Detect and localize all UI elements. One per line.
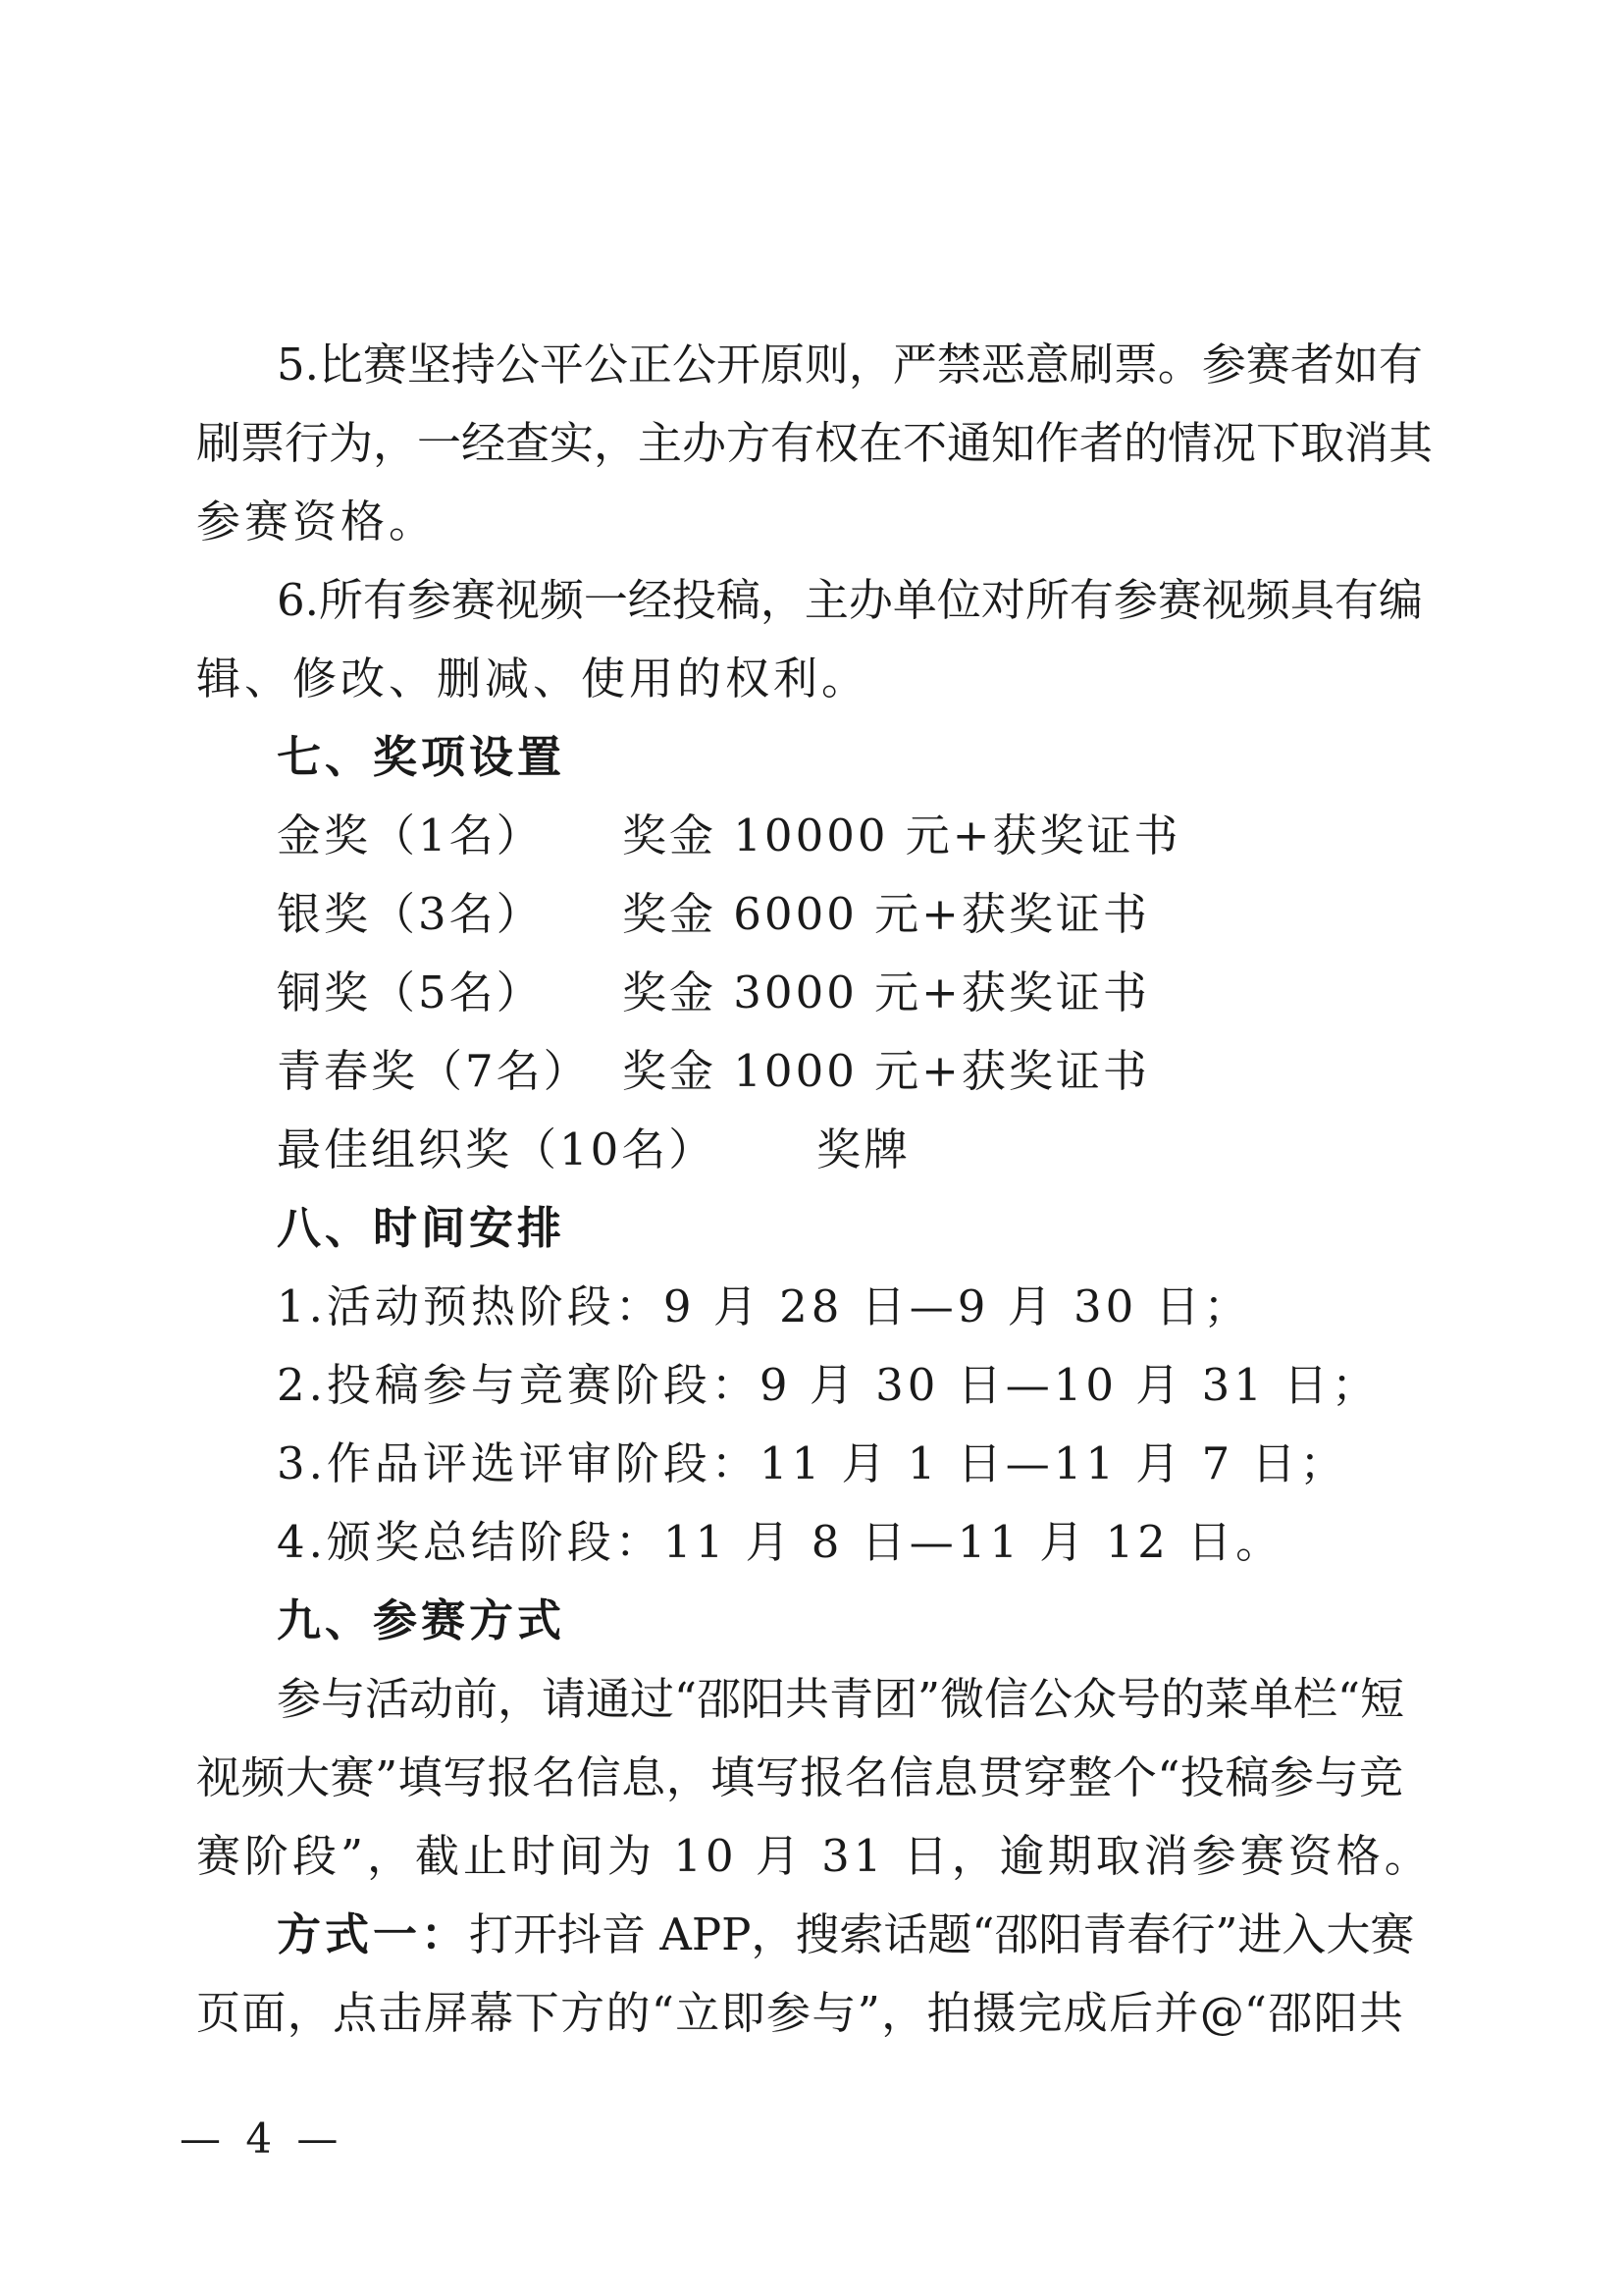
- awards-heading: 七、奖项设置: [277, 731, 566, 783]
- schedule-item: 4.颁奖总结阶段：11 月 8 日—11 月 12 日。: [277, 1516, 1284, 1568]
- award-name: 铜奖（5名）: [277, 966, 544, 1018]
- schedule-item: 1.活动预热阶段：9 月 28 日—9 月 30 日；: [277, 1280, 1252, 1332]
- rule-5-line-3: 参赛资格。: [196, 496, 438, 548]
- award-name: 最佳组织奖（10名）: [277, 1123, 716, 1175]
- award-prize: 奖金 1000 元+获奖证书: [622, 1045, 1150, 1097]
- rule-5-line-2: 刷票行为，一经查实，主办方有权在不通知作者的情况下取消其: [196, 417, 1434, 469]
- rule-5-line-1: 5.比赛坚持公平公正公开原则，严禁恶意刷票。参赛者如有: [277, 339, 1423, 391]
- participation-intro-line-3: 赛阶段”，截止时间为 10 月 31 日，逾期取消参赛资格。: [196, 1830, 1433, 1882]
- award-name: 金奖（1名）: [277, 809, 544, 861]
- award-prize: 奖金 3000 元+获奖证书: [622, 966, 1150, 1018]
- rule-6-line-2: 辑、修改、删减、使用的权利。: [196, 652, 870, 704]
- participation-intro-line-2: 视频大赛”填写报名信息，填写报名信息贯穿整个“投稿参与竞: [196, 1751, 1403, 1803]
- award-name: 青春奖（7名）: [277, 1045, 591, 1097]
- participation-heading: 九、参赛方式: [277, 1594, 566, 1646]
- rule-6-line-1: 6.所有参赛视频一经投稿，主办单位对所有参赛视频具有编: [277, 574, 1423, 626]
- schedule-heading: 八、时间安排: [277, 1202, 566, 1254]
- schedule-item: 3.作品评选评审阶段：11 月 1 日—11 月 7 日；: [277, 1437, 1348, 1489]
- schedule-item: 2.投稿参与竞赛阶段：9 月 30 日—10 月 31 日；: [277, 1359, 1381, 1411]
- award-prize: 奖金 6000 元+获奖证书: [622, 888, 1150, 940]
- method-1-label: 方式一：: [277, 1908, 470, 1960]
- method-1-text: 打开抖音 APP，搜索话题“邵阳青春行”进入大赛: [469, 1908, 1415, 1960]
- method-1-line-2: 页面，点击屏幕下方的“立即参与”，拍摄完成后并@“邵阳共: [196, 1987, 1403, 2039]
- method-1-line-1: [277, 1905, 1415, 1964]
- award-prize: 奖牌: [816, 1123, 912, 1175]
- award-name: 银奖（3名）: [277, 888, 544, 940]
- award-prize: 奖金 10000 元+获奖证书: [622, 809, 1181, 861]
- participation-intro-line-1: 参与活动前，请通过“邵阳共青团”微信公众号的菜单栏“短: [277, 1673, 1405, 1725]
- page-number: — 4 —: [180, 2114, 344, 2163]
